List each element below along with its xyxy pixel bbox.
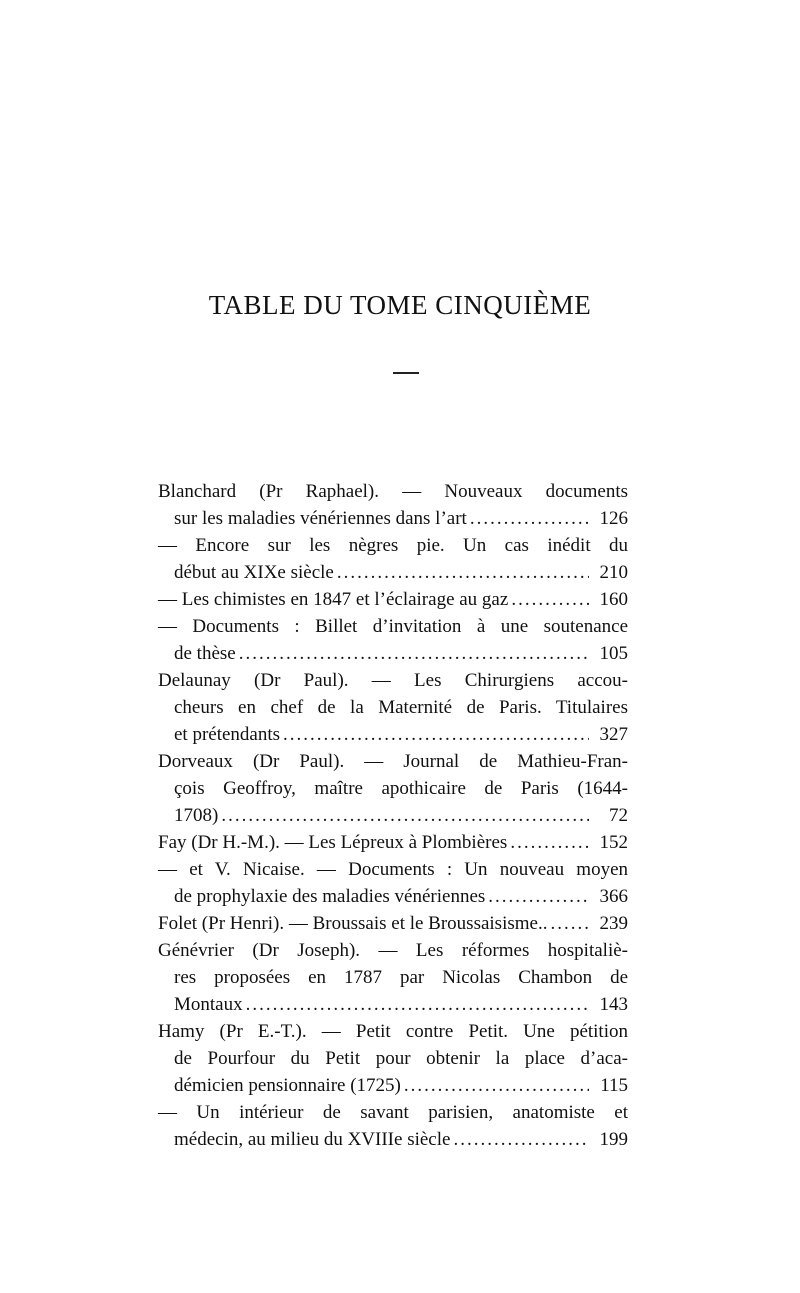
dot-leader	[453, 1126, 589, 1153]
toc-entry-text: Delaunay (Dr Paul). — Les Chirurgiens accou-	[158, 670, 628, 691]
toc-entry-text: 1708)	[174, 805, 219, 826]
toc-entry-line	[158, 613, 628, 640]
page-number: 160	[599, 589, 628, 610]
toc-entry-text: Fay (Dr H.-M.). — Les Lépreux à Plombières	[158, 832, 508, 853]
page-number: 72	[609, 805, 628, 826]
toc-entry	[158, 910, 628, 937]
toc-entry-text: Hamy (Pr E.-T.). — Petit contre Petit. Une pétition	[158, 1021, 628, 1042]
toc-entry-line	[158, 1072, 628, 1099]
toc-entry-line	[158, 478, 628, 505]
toc-entry-text: de Pourfour du Petit pour obtenir la place d’aca-	[174, 1048, 628, 1069]
toc-entry-line	[158, 910, 628, 937]
page-number: 327	[599, 724, 628, 745]
toc-entry-line	[158, 964, 628, 991]
toc-entry-text: res proposées en 1787 par Nicolas Chambon de	[174, 967, 628, 988]
toc-entry	[158, 856, 628, 910]
page-number: 366	[599, 886, 628, 907]
page-number: 143	[599, 994, 628, 1015]
toc-entry-line	[158, 1018, 628, 1045]
toc-entry	[158, 748, 628, 829]
dot-leader	[550, 910, 589, 937]
toc-entry-text: sur les maladies vénériennes dans l’art	[174, 508, 467, 529]
dot-leader	[404, 1072, 589, 1099]
toc-entry-text: — Un intérieur de savant parisien, anatomiste et	[158, 1102, 628, 1123]
page-number: 199	[599, 1129, 628, 1150]
toc-entry	[158, 586, 628, 613]
toc-entry-line	[158, 1099, 628, 1126]
dot-leader	[511, 586, 589, 613]
dot-leader	[283, 721, 589, 748]
toc-entry	[158, 532, 628, 586]
toc-entry-line	[158, 640, 628, 667]
dot-leader	[488, 883, 589, 910]
toc-entry-text: Blanchard (Pr Raphael). — Nouveaux documents	[158, 481, 628, 502]
toc-entry-line	[158, 667, 628, 694]
toc-entry-line	[158, 937, 628, 964]
toc-entry-line	[158, 532, 628, 559]
toc-entry-line	[158, 586, 628, 613]
toc-entry-text: de prophylaxie des maladies vénériennes	[174, 886, 486, 907]
toc-entry-line	[158, 775, 628, 802]
toc-entry-line	[158, 991, 628, 1018]
page-number: 105	[599, 643, 628, 664]
toc-entry-line	[158, 505, 628, 532]
toc-entry-line	[158, 1045, 628, 1072]
table-of-contents	[158, 478, 628, 1153]
toc-entry	[158, 937, 628, 1018]
toc-entry-line	[158, 829, 628, 856]
toc-entry-text: — Les chimistes en 1847 et l’éclairage au gaz	[158, 589, 509, 610]
dot-leader	[337, 559, 589, 586]
toc-entry-text: Folet (Pr Henri). — Broussais et le Broussaisisme..	[158, 913, 548, 934]
toc-entry-line	[158, 748, 628, 775]
dot-leader	[221, 802, 589, 829]
toc-entry-line	[158, 856, 628, 883]
toc-entry-text: — Documents : Billet d’invitation à une soutenance	[158, 616, 628, 637]
toc-entry	[158, 478, 628, 532]
toc-entry	[158, 667, 628, 748]
toc-entry-text: médecin, au milieu du XVIIIe siècle	[174, 1129, 451, 1150]
title-rule	[393, 372, 419, 374]
toc-entry	[158, 1099, 628, 1153]
page-title: TABLE DU TOME CINQUIÈME	[208, 290, 592, 320]
toc-entry-line	[158, 1126, 628, 1153]
toc-entry-text: de thèse	[174, 643, 236, 664]
dot-leader	[239, 640, 589, 667]
toc-entry-line	[158, 559, 628, 586]
toc-entry-text: et prétendants	[174, 724, 281, 745]
toc-entry-text: Dorveaux (Dr Paul). — Journal de Mathieu-Fran-	[158, 751, 628, 772]
toc-entry-line	[158, 721, 628, 748]
page-number: 152	[599, 832, 628, 853]
toc-entry-text: démicien pensionnaire (1725)	[174, 1075, 401, 1096]
dot-leader	[470, 505, 589, 532]
page-number: 115	[600, 1075, 628, 1096]
toc-entry	[158, 1018, 628, 1099]
toc-entry-line	[158, 694, 628, 721]
toc-entry-text: Montaux	[174, 994, 243, 1015]
toc-entry-text: Génévrier (Dr Joseph). — Les réformes hospitaliè-	[158, 940, 628, 961]
toc-entry-text: début au XIXe siècle	[174, 562, 334, 583]
page-number: 239	[599, 913, 628, 934]
toc-entry-line	[158, 802, 628, 829]
toc-entry	[158, 829, 628, 856]
toc-entry-text: — et V. Nicaise. — Documents : Un nouveau moyen	[158, 859, 628, 880]
toc-entry	[158, 613, 628, 667]
toc-entry-text: çois Geoffroy, maître apothicaire de Paris (1644-	[174, 778, 628, 799]
toc-entry-text: cheurs en chef de la Maternité de Paris. Titulaires	[174, 697, 628, 718]
page-number: 126	[599, 508, 628, 529]
toc-entry-line	[158, 883, 628, 910]
dot-leader	[510, 829, 589, 856]
toc-entry-text: — Encore sur les nègres pie. Un cas inédit du	[158, 535, 628, 556]
page-number: 210	[599, 562, 628, 583]
dot-leader	[246, 991, 589, 1018]
